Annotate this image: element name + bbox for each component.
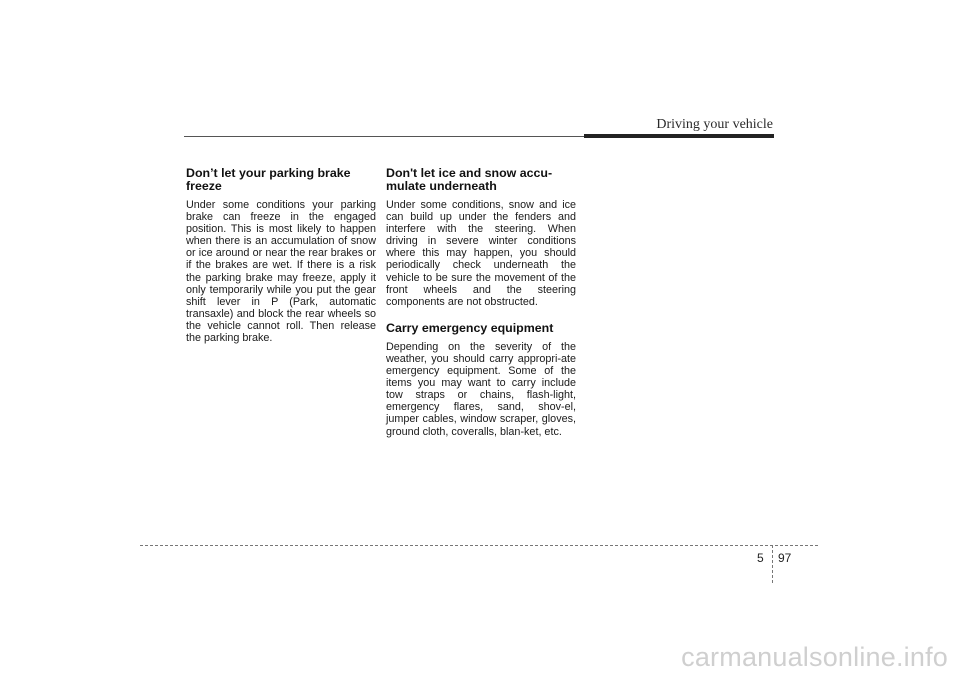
section-heading: Carry emergency equipment: [386, 320, 554, 335]
section-heading: Don’t let your parking brake freeze: [186, 166, 351, 193]
header-rule-accent: [584, 134, 774, 138]
footer-dashed-rule: [140, 545, 818, 546]
header-rule: [184, 136, 584, 137]
section-body: Under some conditions, snow and ice can build up under the fenders and interfere with the steering. When driving in severe winter conditions where this may happen, you should periodically check underneath the vehicle to be sure the movement of the front wheels and the steering components are not obstructed.: [386, 199, 576, 308]
chapter-number: 5: [757, 551, 764, 565]
section-heading: Don't let ice and snow accu-mulate underneath: [386, 166, 553, 193]
watermark: carmanualsonline.info: [681, 642, 948, 672]
section-parking-brake: [186, 167, 376, 344]
left-column: [186, 167, 376, 344]
section-ice-snow: [386, 167, 576, 308]
footer-vertical-divider: [772, 545, 773, 583]
section-body: Under some conditions your parking brake can freeze in the engaged position. This is most likely to happen when there is an accumulation of snow or ice around or near the rear brakes or if the brakes are wet. If there is a risk the parking brake may freeze, apply it only temporarily while you put the gear shift lever in P (Park, automatic transaxle) and block the rear wheels so the vehicle cannot roll. Then release the parking brake.: [186, 199, 376, 345]
section-body: Depending on the severity of the weather, you should carry appropri-ate emergency equipment. Some of the items you may want to carry include tow straps or chains, flash-light, emergency flares, sand, shov-el, jumper cables, window scraper, gloves, ground cloth, coveralls, blan-ket, etc.: [386, 340, 576, 438]
right-column: [386, 167, 576, 438]
section-emergency-equipment: [386, 322, 576, 438]
page-header-title: Driving your vehicle: [656, 117, 773, 132]
page-number: 97: [778, 551, 792, 565]
